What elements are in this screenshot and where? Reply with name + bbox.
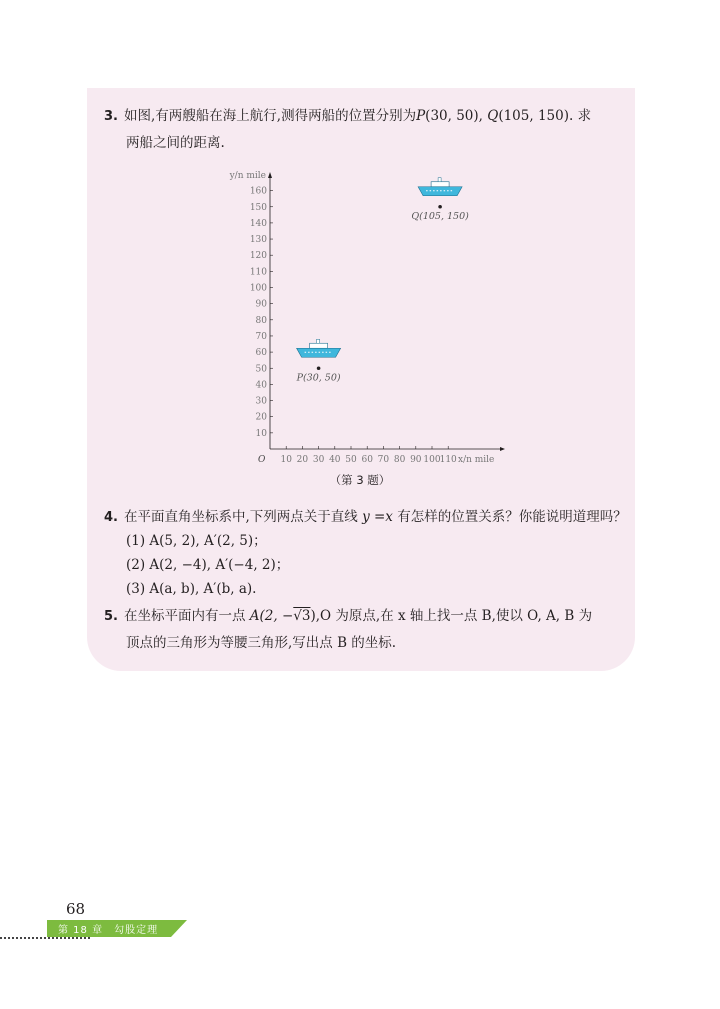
point-p-label: P xyxy=(416,108,426,124)
x-tick-label: 80 xyxy=(393,455,406,465)
data-point-label: P(30, 50) xyxy=(296,372,341,384)
question-3-end: . 求 xyxy=(568,108,592,124)
question-5-text-2: ),O 为原点,在 x 轴上找一点 B,使以 O, A, B 为 xyxy=(310,608,593,624)
y-tick-label: 20 xyxy=(255,412,267,423)
question-4-text-a: 在平面直角坐标系中,下列两点关于直线 xyxy=(123,509,358,525)
question-3-line-2: 两船之间的距离. xyxy=(126,135,225,151)
x-tick-label: 30 xyxy=(312,455,325,465)
point-p-coords: (30, 50) xyxy=(425,108,479,124)
point-a: A(2, − xyxy=(249,608,294,624)
y-tick-label: 80 xyxy=(255,315,267,326)
point-q-coords: (105, 150) xyxy=(498,108,569,124)
x-tick-label: 40 xyxy=(329,455,341,465)
question-4-text-b: 有怎样的位置关系？你能说明道理吗？ xyxy=(397,509,627,525)
question-3: 3. 如图,有两艘船在海上航行,测得两船的位置分别为P(30, 50), Q(105, 150). 求 xyxy=(104,108,592,124)
chapter-footer-text: 第 18 章 勾股定理 xyxy=(58,925,159,936)
ship-cabin xyxy=(310,343,328,348)
y-tick-label: 160 xyxy=(249,186,267,197)
y-tick-label: 50 xyxy=(255,364,267,375)
data-point xyxy=(438,205,442,209)
y-tick-label: 130 xyxy=(249,235,267,246)
x-tick-label: 90 xyxy=(410,455,422,465)
footer-dotted-line xyxy=(0,937,90,939)
x-tick-label: 70 xyxy=(377,455,390,465)
ship-cabin xyxy=(431,182,449,187)
question-4-item-1: (1) A(5, 2), A′(2, 5)； xyxy=(126,533,267,549)
point-q-label: Q xyxy=(487,108,499,124)
y-tick-label: 90 xyxy=(255,299,267,310)
ship-chimney xyxy=(438,178,441,182)
page-number: 68 xyxy=(66,900,86,918)
y-tick-label: 100 xyxy=(249,283,267,294)
sqrt-three: √3 xyxy=(293,608,311,624)
y-tick-label: 10 xyxy=(255,428,267,439)
question-4-item-2: (2) A(2, −4), A′(−4, 2)； xyxy=(126,557,290,573)
question-4-item-3: (3) A(a, b), A′(b, a). xyxy=(126,581,257,597)
y-axis-label: y/n mile xyxy=(229,171,266,181)
y-tick-label: 110 xyxy=(249,267,267,278)
question-4 xyxy=(104,504,627,531)
figure-caption: （第 3 题） xyxy=(329,473,391,487)
question-5-text-1: 在坐标平面内有一点 xyxy=(123,608,246,624)
y-tick-label: 120 xyxy=(249,251,267,262)
x-tick-label: 20 xyxy=(296,455,309,465)
y-axis-arrow xyxy=(268,172,272,178)
x-tick-label: 110 xyxy=(439,455,457,465)
y-tick-label: 150 xyxy=(249,202,267,213)
data-point xyxy=(317,366,321,370)
question-5-line-2: 顶点的三角形为等腰三角形,写出点 B 的坐标. xyxy=(126,635,397,651)
y-tick-label: 70 xyxy=(255,331,267,342)
question-4-equation: y =x xyxy=(362,509,393,525)
x-tick-label: 50 xyxy=(345,455,357,465)
x-tick-label: 10 xyxy=(280,455,292,465)
y-tick-label: 140 xyxy=(249,218,267,229)
ship-icon xyxy=(418,178,462,196)
y-tick-label: 60 xyxy=(255,348,267,359)
y-tick-label: 40 xyxy=(255,380,267,391)
origin-label: O xyxy=(258,455,266,465)
question-3-text: 如图,有两艘船在海上航行,测得两船的位置分别为 xyxy=(123,108,417,124)
x-tick-label: 60 xyxy=(361,455,373,465)
question-number: 4. xyxy=(104,510,118,525)
x-axis-arrow xyxy=(500,447,505,451)
data-point-label: Q(105, 150) xyxy=(411,210,469,222)
ship-icon xyxy=(297,339,341,357)
question-5 xyxy=(104,603,592,630)
x-axis-label: x/n mile xyxy=(458,455,495,465)
x-tick-label: 100 xyxy=(423,455,441,465)
question-number: 3. xyxy=(104,109,118,124)
ship-chimney xyxy=(317,339,320,343)
question-number: 5. xyxy=(104,609,118,624)
y-tick-label: 30 xyxy=(255,396,267,407)
